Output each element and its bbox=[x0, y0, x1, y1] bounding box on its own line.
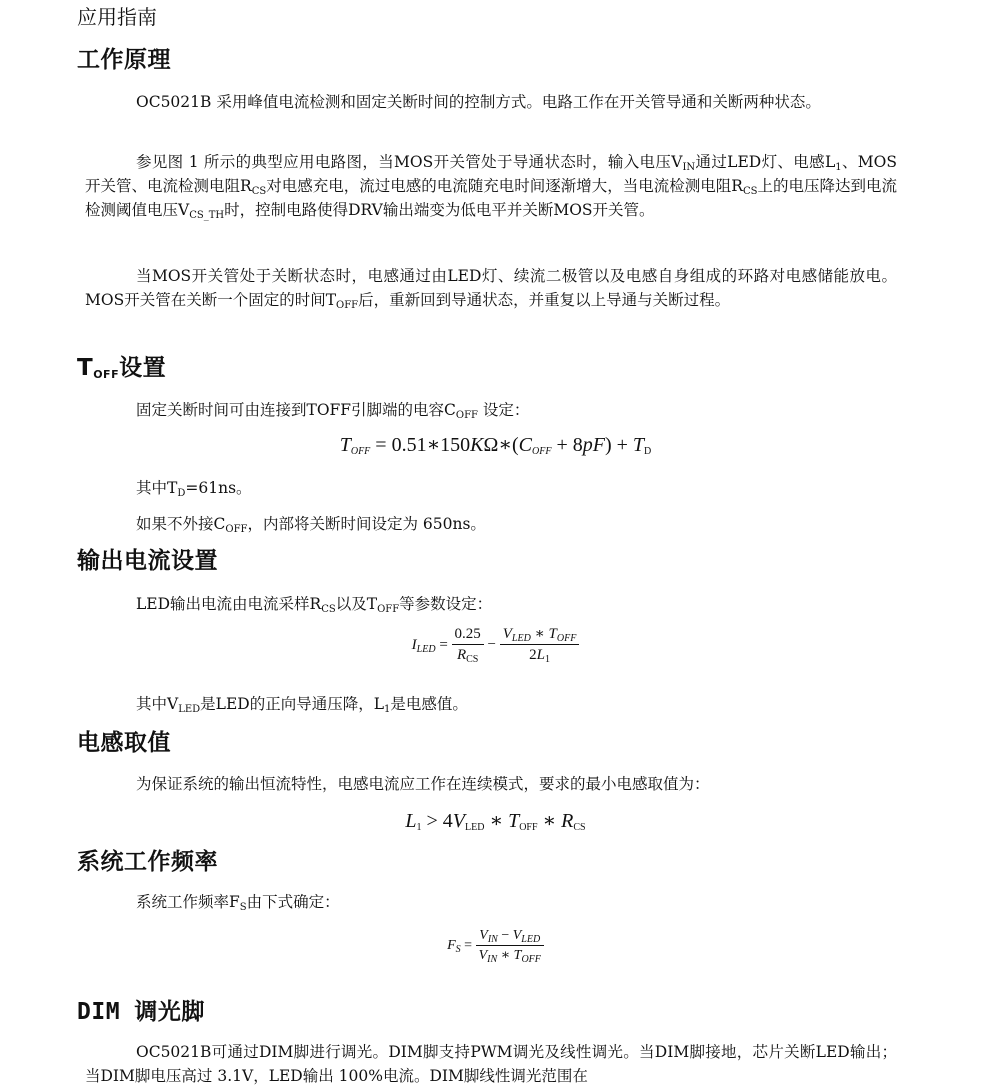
inductor-formula: $L_1 > 4V_{LED}$ ∗ $T_{OFF}$ ∗ $R_{CS}$ bbox=[405, 810, 586, 833]
toff-formula: $T_{OFF}$ = $0.51∗150K\Omega∗(C_{OFF} + 8pF) + T_D$ bbox=[339, 434, 652, 457]
frequency-formula: $F_S$ = $\frac{V_{IN} - V_{LED}}{V_{IN} ∗ T_{OFF}}$ bbox=[0, 926, 991, 965]
frequency-fraction: $\frac{V_{IN} - V_{LED}}{V_{IN} ∗ T_{OFF}}$ bbox=[476, 926, 544, 965]
principle-paragraph-3: 当MOS开关管处于关断状态时，电感通过由LED灯、续流二极管以及电感自身组成的环路对电感储能放电。MOS开关管在关断一个固定的时间$T_{OFF}$后，重新回到导通状态，并重复以上导通与关断过程。 bbox=[85, 267, 897, 311]
heading-output-current: 输出电流设置 bbox=[77, 548, 218, 574]
heading-frequency: 系统工作频率 bbox=[77, 849, 218, 875]
page-title: 应用指南 bbox=[77, 5, 157, 29]
heading-principle: 工作原理 bbox=[77, 47, 171, 73]
fraction-1: $\frac{0.25}{R_{CS}}$ bbox=[452, 624, 484, 665]
toff-paragraph-2: 其中$T_D=61ns$。 bbox=[136, 479, 252, 499]
heading-inductor: 电感取值 bbox=[77, 730, 171, 756]
heading-toff: $T_{OFF}$设置 bbox=[77, 355, 167, 381]
dim-paragraph-1: OC5021B可通过DIM脚进行调光。DIM脚支持PWM调光及线性调光。当DIM脚接地，芯片关断LED输出；当DIM脚电压高过 3.1V，LED输出 100%电流。DIM脚线性调光范围在 bbox=[85, 1043, 897, 1085]
fraction-2: $\frac{V_{LED} ∗ T_{OFF}}{2L_1}$ bbox=[500, 624, 580, 665]
principle-paragraph-2: 参见图 1 所示的典型应用电路图，当MOS开关管处于导通状态时，输入电压$V_{IN}$通过LED灯、电感$L_1$、MOS开关管、电流检测电阻$R_{CS}$对电感充电，流过电感的电流随充电时间逐渐增大，当电流检测电阻$R_{CS}$上的电压降达到电流检测阈值电压$V_{CS\_TH}$时，控制电路使得DRV输出端变为低电平并关断MOS开关管。 bbox=[85, 153, 897, 221]
output-paragraph-1: LED输出电流由电流采样$R_{CS}$以及$T_{OFF}$等参数设定： bbox=[136, 595, 493, 615]
output-current-formula: $I_{LED}$ = $\frac{0.25}{R_{CS}}$ − $\frac{V_{LED} ∗ T_{OFF}}{2L_1}$ bbox=[0, 624, 991, 665]
frequency-paragraph-1: 系统工作频率$F_S$由下式确定： bbox=[136, 893, 340, 913]
toff-paragraph-3: 如果不外接$C_{OFF}$，内部将关断时间设定为 650ns。 bbox=[136, 515, 486, 535]
principle-paragraph-1: OC5021B 采用峰值电流检测和固定关断时间的控制方式。电路工作在开关管导通和关断两种状态。 bbox=[136, 93, 821, 111]
output-paragraph-2: 其中$V_{LED}$是LED的正向导通压降，$L_1$是电感值。 bbox=[136, 695, 468, 715]
toff-paragraph-1: 固定关断时间可由连接到TOFF引脚端的电容$C_{OFF}$ 设定： bbox=[136, 401, 530, 421]
inductor-paragraph-1: 为保证系统的输出恒流特性，电感电流应工作在连续模式，要求的最小电感取值为： bbox=[136, 775, 710, 793]
heading-dim: DIM 调光脚 bbox=[77, 999, 205, 1025]
